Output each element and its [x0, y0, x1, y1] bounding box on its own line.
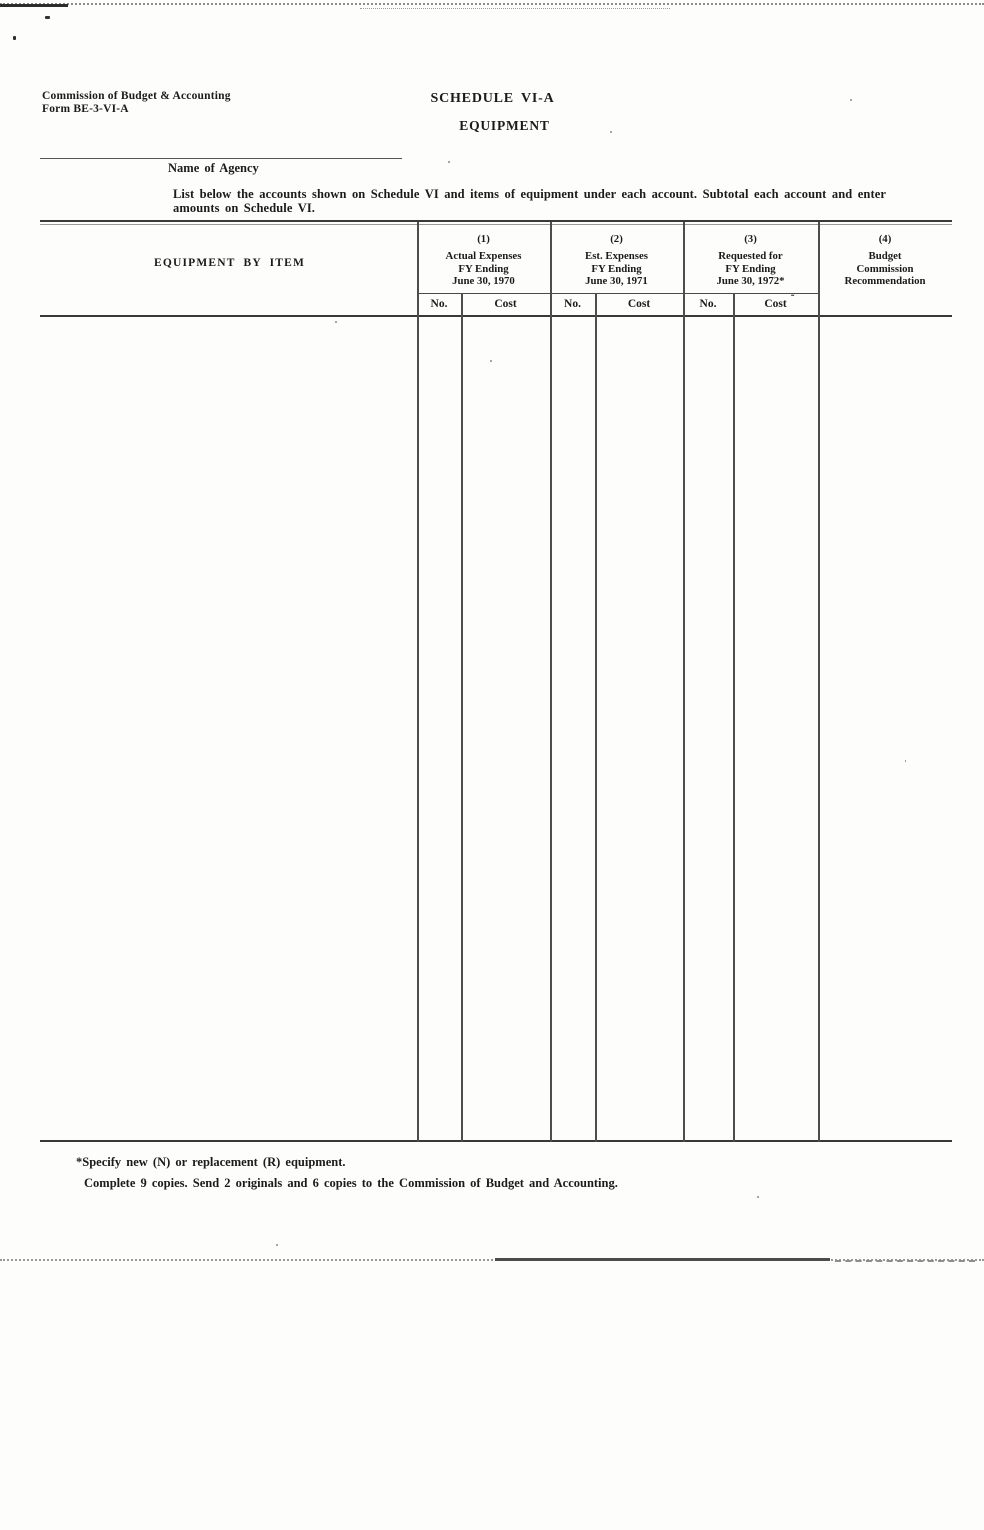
column-4-line1: Budget — [868, 250, 902, 263]
column-header-3 — [683, 233, 818, 287]
subheader-cost-col2: Cost — [627, 298, 651, 310]
issuer-block — [42, 90, 231, 115]
scan-speckle — [448, 161, 450, 163]
scan-speckle — [757, 1196, 759, 1198]
column-4-line2: Commission — [856, 262, 914, 275]
column-2-line3: June 30, 1971 — [585, 274, 648, 287]
stray-ink-mark: ˜ — [791, 294, 795, 305]
subheader-cost-col3: Cost — [764, 298, 787, 310]
table-bottom-rule — [40, 1140, 952, 1142]
equipment-by-item-header: EQUIPMENT BY ITEM — [153, 257, 306, 269]
column-3-line3: June 30, 1972* — [716, 274, 785, 287]
scan-artifact-top-bar — [0, 4, 68, 7]
scan-speckle — [276, 1244, 278, 1246]
agency-label: Name of Agency — [168, 161, 259, 175]
scan-speckle — [45, 16, 50, 19]
scan-artifact-bottom-bar — [495, 1258, 830, 1261]
footnote-specify: *Specify new (N) or replacement (R) equipment. — [76, 1155, 346, 1169]
table-top-rule-double — [40, 224, 952, 225]
scan-artifact-top-line — [0, 3, 984, 5]
scan-artifact-top-dots — [360, 8, 670, 9]
subheader-top-rule — [417, 293, 819, 294]
column-3-line2: FY Ending — [725, 262, 776, 275]
subheader-no-col3: No. — [699, 298, 717, 310]
column-header-1 — [417, 233, 550, 287]
scan-speckle — [850, 99, 852, 101]
column-4-line3: Recommendation — [844, 274, 926, 287]
form-subtitle: EQUIPMENT — [459, 118, 550, 133]
subheader-cost-col1: Cost — [494, 298, 517, 310]
column-header-4 — [818, 233, 952, 287]
column-2-line1: Est. Expenses — [585, 250, 648, 263]
column-1-line2: FY Ending — [458, 262, 509, 275]
column-3-number: (3) — [744, 233, 757, 245]
column-header-2 — [550, 233, 683, 287]
form-number: Form BE-3-VI-A — [42, 102, 129, 115]
scan-artifact-bottom-dashes — [835, 1260, 975, 1262]
column-1-line1: Actual Expenses — [445, 250, 522, 263]
form-title: SCHEDULE VI-A — [430, 91, 555, 106]
column-3-line1: Requested for — [718, 250, 783, 263]
column-4-number: (4) — [878, 233, 892, 245]
column-1-line3: June 30, 1970 — [452, 274, 515, 287]
footnote-copies: Complete 9 copies. Send 2 originals and 6 copies to the Commission of Budget and Accounting. — [84, 1176, 618, 1190]
column-2-number: (2) — [610, 233, 623, 245]
table-top-rule — [40, 220, 952, 222]
subheader-no-col1: No. — [430, 298, 448, 310]
instructions-line-2: amounts on Schedule VI. — [173, 201, 316, 215]
column-1-number: (1) — [477, 233, 490, 245]
subheader-no-col2: No. — [564, 298, 581, 310]
table-body-blank-area — [42, 317, 952, 1140]
agency-name-blank-line — [40, 158, 402, 159]
column-2-line2: FY Ending — [591, 262, 642, 275]
scan-speckle — [13, 36, 16, 40]
issuer-name: Commission of Budget & Accounting — [42, 90, 231, 102]
instructions-line-1: List below the accounts shown on Schedule VI and items of equipment under each account. Subtotal each account and enter — [173, 187, 887, 201]
